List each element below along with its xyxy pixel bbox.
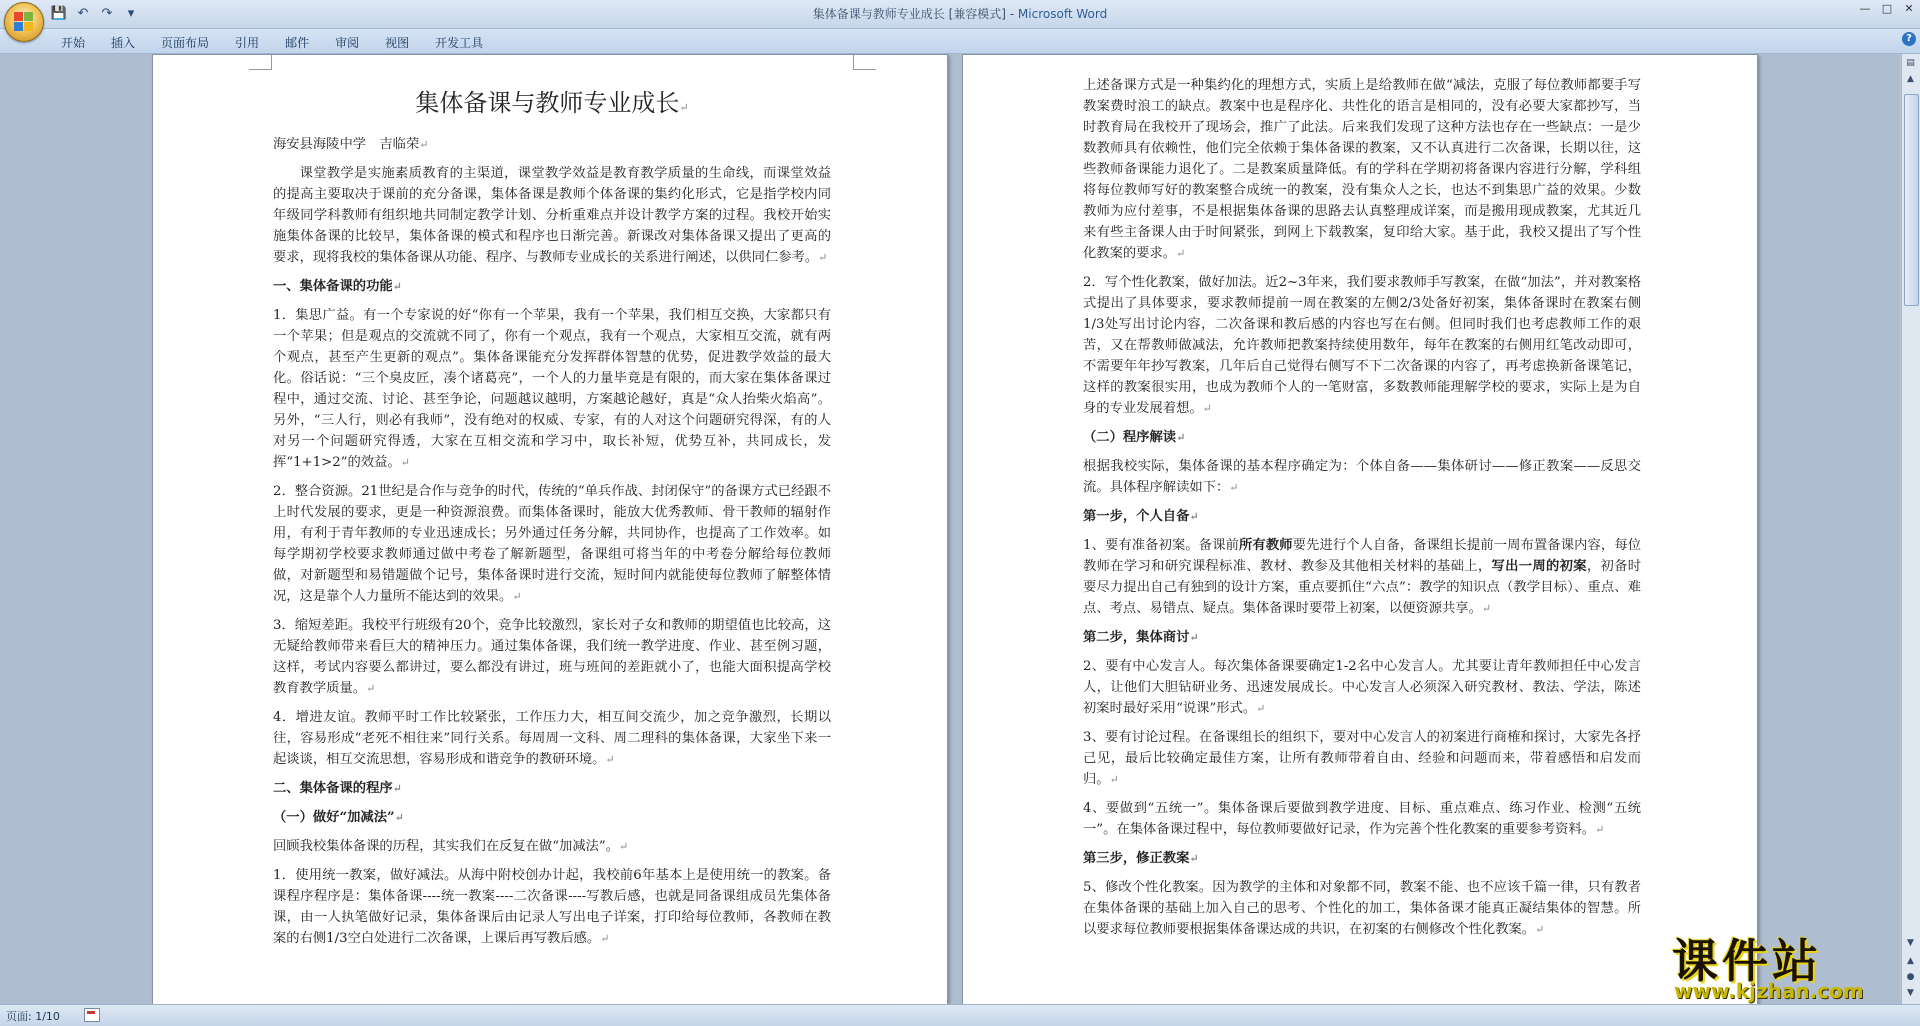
watermark-text: 课件站 <box>1672 934 1822 988</box>
scroll-down-icon[interactable]: ▼ <box>1907 938 1914 948</box>
crop-mark <box>853 55 876 70</box>
ribbon-tab-row <box>0 29 1920 54</box>
page-indicator[interactable]: 页面: 1/10 <box>6 1010 60 1023</box>
minimize-icon[interactable]: — <box>1859 2 1871 15</box>
paragraph: 4．增进友谊。教师平时工作比较紧张，工作压力大，相互间交流少，加之竞争激烈，长期以往，容易形成“老死不相往来”同行关系。每周周一文科、周二理科的集体备课，大家坐下来一起谈谈，相互交流思想，容易形成和谐竞争的教研环境。↵ <box>273 710 831 767</box>
crop-mark <box>249 55 272 70</box>
proofing-icon[interactable] <box>84 1008 100 1022</box>
close-icon[interactable]: ✕ <box>1904 2 1914 15</box>
document-page-2[interactable] <box>962 54 1758 1004</box>
window-title: 集体备课与教师专业成长 [兼容模式] - Microsoft Word <box>812 7 1108 21</box>
page-content <box>1083 75 1641 948</box>
maximize-icon[interactable]: □ <box>1881 2 1893 15</box>
paragraph: 课堂教学是实施素质教育的主渠道，课堂教学效益是教育教学质量的生命线，而课堂效益的提高主要取决于课前的充分备课，集体备课是教师个体备课的集约化形式，它是指学校内同年级同学科教师有组织地共同制定教学计划、分析重难点并设计教学方案的过程。我校开始实施集体备课的比较早，集体备课的模式和程序也日渐完善。新课改对集体备课又提出了更高的要求，现将我校的集体备课从功能、程序、与教师专业成长的关系进行阐述，以供同仁参考。↵ <box>273 166 831 265</box>
paragraph: 1、要有准备初案。备课前所有教师要先进行个人自备，备课组长提前一周布置备课内容，每位教师在学习和研究课程标准、教材、教参及其他相关材料的基础上，写出一周的初案，初备时要尽力提出自己有独到的设计方案，重点要抓住“六点”：教学的知识点（教学目标）、重点、难点、考点、易错点、疑点。集体备课时要带上初案，以便资源共享。↵ <box>1083 538 1642 616</box>
paragraph: 2．整合资源。21世纪是合作与竞争的时代，传统的“单兵作战、封闭保守”的备课方式已经跟不上时代发展的要求，更是一种资源浪费。而集体备课时，能放大优秀教师、骨干教师的辐射作用，有利于青年教师的专业迅速成长；另外通过任务分解，共同协作，也提高了工作效率。如每学期初学校要求教师通过做中考卷了解新题型，备课组可将当年的中考卷分解给每位教师做，对新题型和易错题做个记号，集体备课时进行交流，短时间内就能使每位教师了解整体情况，这是靠个人力量所不能达到的效果。↵ <box>273 484 831 604</box>
scrollbar-thumb[interactable] <box>1904 94 1919 306</box>
document-area[interactable] <box>0 54 1900 1004</box>
office-logo-icon <box>14 12 34 32</box>
document-author: 海安县海陵中学 吉临荣↵ <box>273 137 429 152</box>
next-page-icon[interactable]: ▼ <box>1907 988 1914 998</box>
paragraph: 1．集思广益。有一个专家说的好“你有一个苹果，我有一个苹果，我们相互交换，大家都只有一个苹果；但是观点的交流就不同了，你有一个观点，我有一个观点，大家相互交流，就有两个观点，甚至产生更新的观点”。集体备课能充分发挥群体智慧的优势，促进教学效益的最大化。俗话说：“三个臭皮匠，凑个诸葛亮”，一个人的力量毕竟是有限的，而大家在集体备课过程中，通过交流、讨论、甚至争论，问题越议越明，方案越论越好，真是“众人抬柴火焰高”。另外，“三人行，则必有我师”，没有绝对的权威、专家，有的人对这个问题研究得深，有的人对另一个问题研究得透，大家在互相交流和学习中，取长补短，优势互补，共同成长，发挥“1+1>2”的效益。↵ <box>273 308 831 470</box>
tab-insert[interactable]: 插入 <box>111 36 136 50</box>
paragraph: 2．写个性化教案，做好加法。近2~3年来，我们要求教师手写教案，在做“加法”，并对教案格式提出了具体要求，要求教师提前一周在教案的左侧2/3处备好初案，集体备课时在教案右侧1/3处写出讨论内容，二次备课和教后感的内容也写在右侧。但同时我们也考虑教师工作的艰苦，又在帮教师做减法，允许教师把教案持续使用数年，每年在教案的右侧用红笔改动即可，不需要年年抄写教案，几年后自己觉得右侧写不下二次备课的内容了，再考虑换新备课笔记，这样的教案很实用，也成为教师个人的一笔财富，多数教师能理解学校的要求，实际上是为自身的专业发展着想。↵ <box>1083 275 1641 416</box>
document-page-1[interactable] <box>152 54 948 1004</box>
customize-icon[interactable]: ▾ <box>127 6 135 21</box>
previous-page-icon[interactable]: ▲ <box>1907 956 1914 966</box>
step-heading: 第二步，集体商讨↵ <box>1083 630 1199 645</box>
undo-icon[interactable]: ↶ <box>77 6 89 21</box>
document-title: 集体备课与教师专业成长↵ <box>415 89 689 117</box>
page-content <box>273 75 831 957</box>
subsection-heading: （一）做好“加减法”↵ <box>273 810 404 825</box>
paragraph: 1．使用统一教案，做好减法。从海中附校创办计起，我校前6年基本上是使用统一的教案。备课程序程序是：集体备课----统一教案----二次备课----写教后感，也就是同备课组成员先集体备课，由一人执笔做好记录，集体备课后由记录人写出电子详案，打印给每位教师，各教师在教案的右侧1/3空白处进行二次备课，上课后再写教后感。↵ <box>273 868 831 946</box>
title-bar <box>0 0 1920 29</box>
status-bar <box>0 1004 1920 1026</box>
paragraph: 3．缩短差距。我校平行班级有20个，竞争比较激烈，家长对子女和教师的期望值也比较高，这无疑给教师带来看巨大的精神压力。通过集体备课，我们统一教学进度、作业、甚至例习题，这样，考试内容要么都讲过，要么都没有讲过，班与班间的差距就小了，也能大面积提高学校教育教学质量。↵ <box>273 618 831 696</box>
paragraph: 5、修改个性化教案。因为教学的主体和对象都不同，教案不能、也不应该千篇一律，只有教者在集体备课的基础上加入自己的思考、个性化的加工，集体备课才能真正凝结集体的智慧。所以要求每位教师要根据集体备课达成的共识，在初案的右侧修改个性化教案。↵ <box>1083 880 1641 937</box>
scroll-up-icon[interactable]: ▲ <box>1907 74 1914 84</box>
redo-icon[interactable]: ↷ <box>101 6 113 21</box>
section-heading: 一、集体备课的功能↵ <box>273 279 402 294</box>
paragraph: 上述备课方式是一种集约化的理想方式，实质上是给教师在做“减法，克服了每位教师都要手写教案费时浪工的缺点。教案中也是程序化、共性化的语言是相同的，没有必要大家都抄写，当时教育局在我校开了现场会，推广了此法。后来我们发现了这种方法也存在一些缺点：一是少数教师具有依赖性，他们完全依赖于集体备课的教案，又不认真进行二次备课，长期以往，这些教师备课能力退化了。二是教案质量降低。有的学科在学期初将备课内容进行分解，学科组将每位教师写好的教案整合成统一的教案，没有集众人之长，也达不到集思广益的效果。少数教师为应付差事，不是根据集体备课的思路去认真整理成详案，而是搬用现成教案，尤其近几来有些主备课人由于时间紧张，到网上下载教案，复印给大家。基于此，我校又提出了写个性化教案的要求。↵ <box>1083 78 1641 261</box>
step-heading: 第三步，修正教案↵ <box>1083 851 1199 866</box>
tab-references[interactable]: 引用 <box>235 36 260 50</box>
help-icon[interactable]: ? <box>1902 32 1916 46</box>
paragraph: 4、要做到“五统一”。集体备课后要做到教学进度、目标、重点难点、练习作业、检测“五统一”。在集体备课过程中，每位教师要做好记录，作为完善个性化教案的重要参考资料。↵ <box>1083 801 1641 837</box>
step-heading: 第一步，个人自备↵ <box>1083 509 1199 524</box>
section-heading: 二、集体备课的程序↵ <box>273 781 402 796</box>
tab-developer[interactable]: 开发工具 <box>435 36 484 50</box>
tab-page-layout[interactable]: 页面布局 <box>161 36 210 50</box>
watermark-logo <box>1672 925 1902 1005</box>
ruler-toggle-icon[interactable]: ▤ <box>1906 58 1915 68</box>
paragraph: 3、要有讨论过程。在备课组长的组织下，要对中心发言人的初案进行商榷和探讨，大家先各抒己见，最后比较确定最佳方案，让所有教师带着自由、经验和问题而来，带着感悟和启发而归。↵ <box>1083 730 1641 787</box>
save-icon[interactable]: 💾 <box>50 6 68 21</box>
vertical-scrollbar[interactable] <box>1901 54 1920 1004</box>
watermark-url: www.kjzhan.com <box>1674 979 1864 1003</box>
tab-view[interactable]: 视图 <box>385 36 410 50</box>
paragraph: 2、要有中心发言人。每次集体备课要确定1-2名中心发言人。尤其要让青年教师担任中心发言人，让他们大胆钻研业务、迅速发展成长。中心发言人必须深入研究教材、教法、学法，陈述初案时最好采用“说课”形式。↵ <box>1083 659 1641 716</box>
subsection-heading: （二）程序解读↵ <box>1083 430 1186 445</box>
window-controls <box>1854 0 1920 20</box>
tab-review[interactable]: 审阅 <box>335 36 360 50</box>
tab-mailings[interactable]: 邮件 <box>285 36 310 50</box>
browse-object-icon[interactable]: ● <box>1906 972 1915 982</box>
paragraph: 根据我校实际，集体备课的基本程序确定为：个体自备——集体研讨——修正教案——反思交流。具体程序解读如下：↵ <box>1083 459 1641 495</box>
office-button[interactable] <box>4 2 44 42</box>
tab-home[interactable]: 开始 <box>61 36 86 50</box>
paragraph: 回顾我校集体备课的历程，其实我们在反复在做“加减法”。↵ <box>273 839 629 854</box>
